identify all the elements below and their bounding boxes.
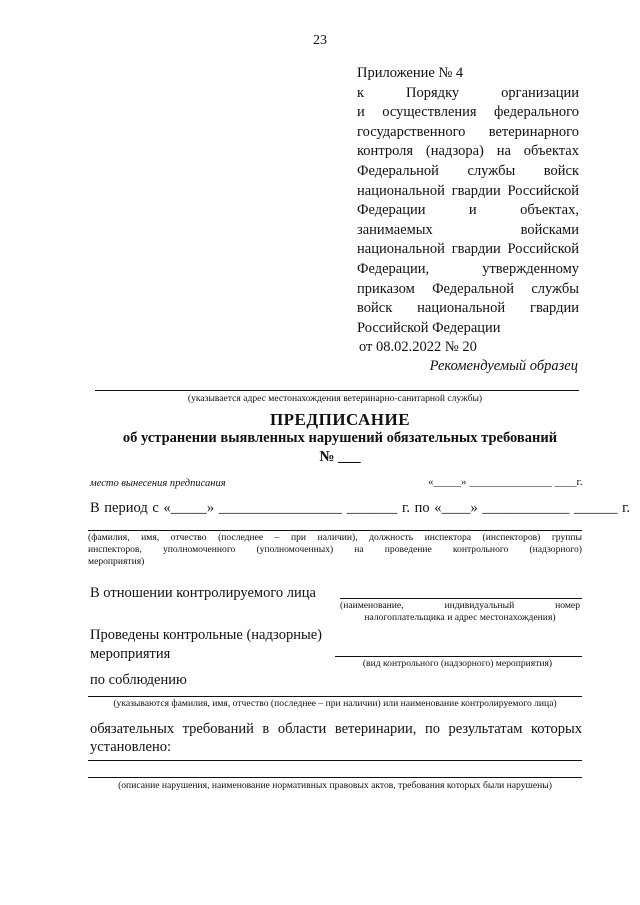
appendix-line: занимаемых войсками <box>357 221 579 238</box>
events-line <box>335 656 582 657</box>
appendix-order-date: от 08.02.2022 № 20 <box>359 339 477 356</box>
subject-label: В отношении контролируемого лица <box>90 585 316 601</box>
inspector-line <box>88 530 582 531</box>
subject-caption <box>340 600 580 624</box>
document-title: ПРЕДПИСАНИЕ <box>269 410 411 429</box>
appendix-line: Федерации, утвержденному <box>357 260 579 277</box>
person-caption: (указываются фамилия, имя, отчество (последнее – при наличии) или наименование контролируемого лица) <box>113 698 557 709</box>
address-caption: (указывается адрес местонахождения ветеринарно-санитарной службы) <box>187 393 483 404</box>
place-label: место вынесения предписания <box>90 478 226 489</box>
appendix-line: и осуществления федерального <box>357 104 579 121</box>
events-caption: (вид контрольного (надзорного) мероприятия) <box>362 658 553 669</box>
sample-label: Рекомендуемый образец <box>429 358 578 374</box>
requirements-line: установлено: <box>90 739 172 755</box>
appendix-line: к Порядку организации <box>357 84 579 101</box>
inspector-caption <box>88 532 582 568</box>
appendix-line: приказом Федеральной службы <box>357 280 579 297</box>
appendix-line: Федерации и объектах, <box>357 202 579 219</box>
violation-line <box>88 777 582 778</box>
address-line <box>95 390 579 391</box>
inspector-caption-line: (фамилия, имя, отчество (последнее – при наличии), должность инспектора (инспекторов) группы <box>88 532 582 543</box>
violation-line <box>88 760 582 761</box>
person-line <box>88 696 582 697</box>
appendix-block <box>357 64 579 358</box>
period-line: В период с «_____» _________________ _______ г. по «____» ____________ ______ г. <box>90 500 631 516</box>
requirements-line: обязательных требований в области ветеринарии, по результатам которых <box>90 721 582 737</box>
document-subtitle: об устранении выявленных нарушений обязательных требований <box>122 430 558 446</box>
inspector-caption-line: инспекторов, уполномоченного (уполномоченных) на проведение контрольного (надзорного) <box>88 544 582 555</box>
appendix-line: Российской Федерации <box>357 319 501 336</box>
appendix-line: Приложение № 4 <box>357 65 464 81</box>
subject-caption-line: (наименование, индивидуальный номер <box>340 600 580 611</box>
appendix-line: Федеральной службы войск <box>357 162 579 179</box>
subject-line <box>340 598 582 599</box>
appendix-line: национальной гвардии Российской <box>357 241 579 258</box>
requirements-text <box>90 720 582 756</box>
issue-date-field: «_____» _______________ ____г. <box>428 476 583 488</box>
appendix-line: государственного ветеринарного <box>357 123 579 140</box>
page-number: 23 <box>313 33 327 48</box>
subject-caption-line: налогоплательщика и адрес местонахождения) <box>364 612 556 623</box>
appendix-line: контроля (надзора) на объектах <box>357 143 579 160</box>
events-label: Проведены контрольные (надзорные) мероприятия <box>90 627 322 662</box>
appendix-line: национальной гвардии Российской <box>357 182 579 199</box>
appendix-line: войск национальной гвардии <box>357 300 579 317</box>
document-number: № ___ <box>319 449 361 465</box>
inspector-caption-line: мероприятия) <box>88 556 145 567</box>
compliance-label: по соблюдению <box>90 672 187 688</box>
violation-caption: (описание нарушения, наименование нормативных правовых актов, требования которых были нарушены) <box>118 780 552 791</box>
